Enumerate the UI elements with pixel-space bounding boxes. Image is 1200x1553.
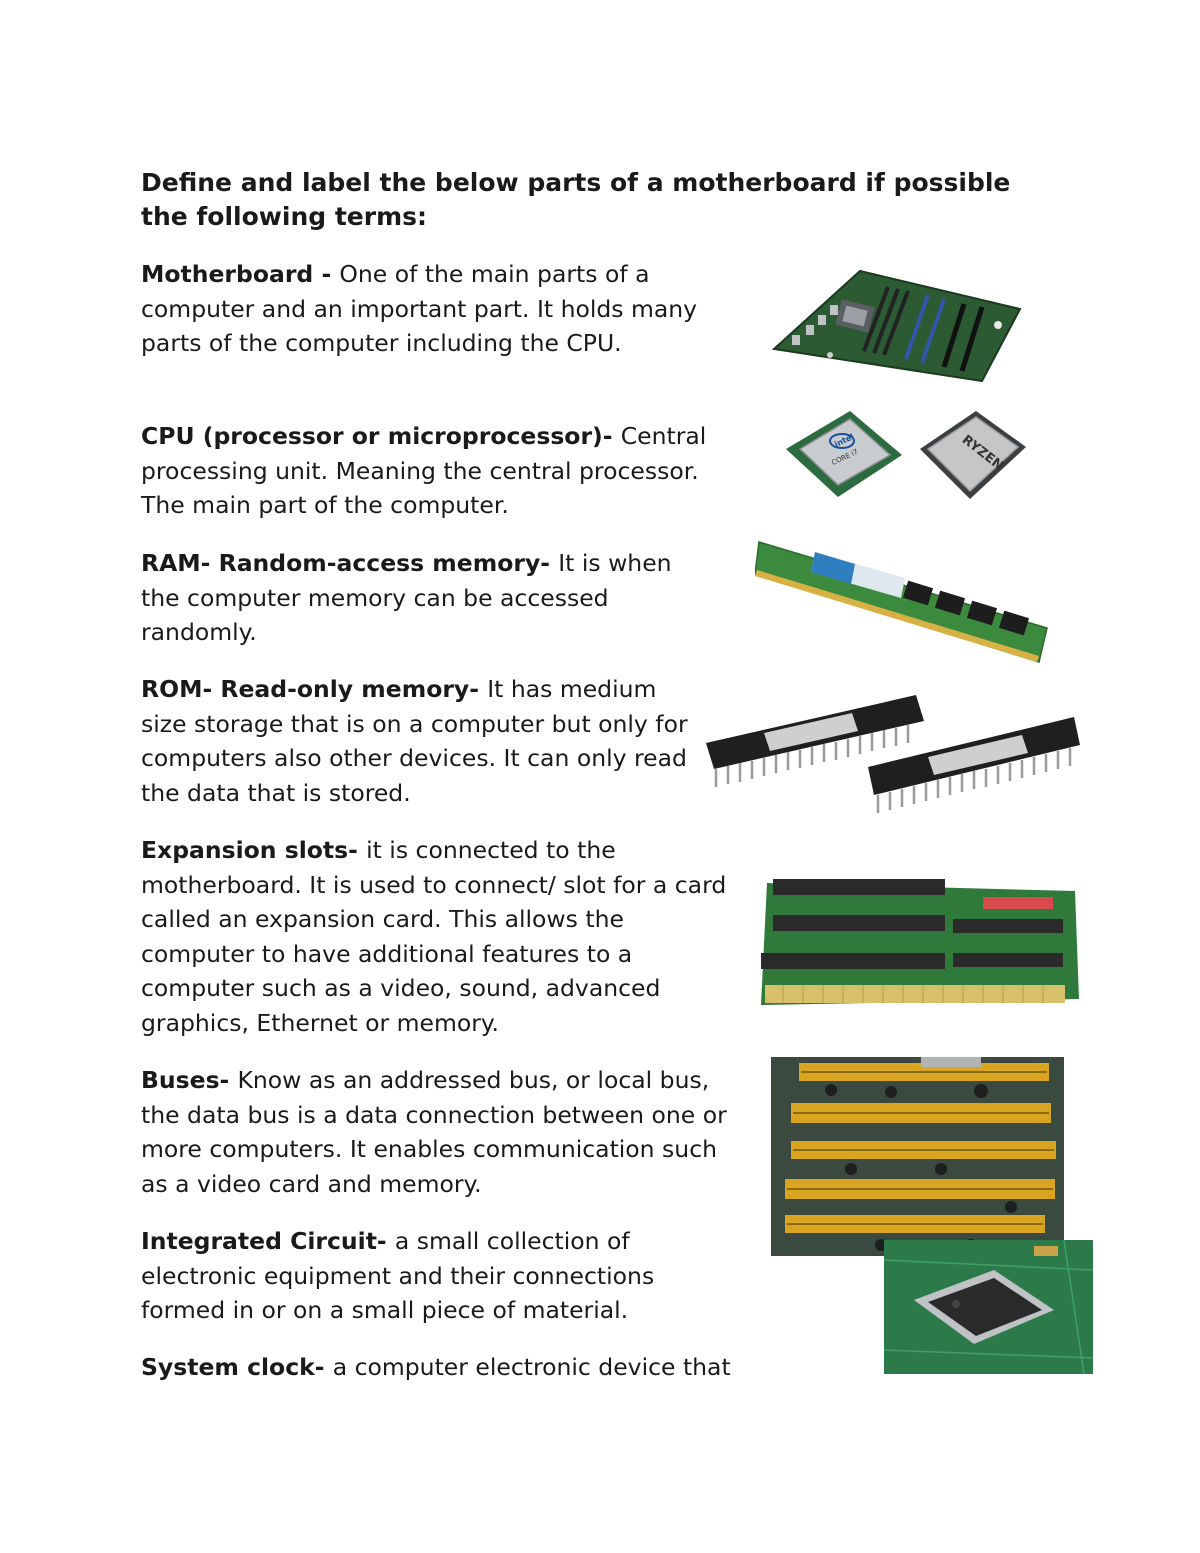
cpu-image (780, 405, 1032, 505)
rom-image (702, 687, 1080, 817)
definition-rom: It has medium size storage that is on a computer but only for computers also other devices. It can only read the data that is stored. (141, 675, 688, 807)
term-integrated-circuit: Integrated Circuit- (141, 1227, 395, 1255)
buses-image (771, 1057, 1064, 1256)
entry-buses (141, 1063, 751, 1201)
ram-image (755, 536, 1051, 666)
definition-system-clock: a computer electronic device that (332, 1353, 731, 1381)
motherboard-image (768, 265, 1024, 383)
definition-integrated-circuit: a small collection of electronic equipment and their connections formed in or on a small piece of material. (141, 1227, 655, 1324)
definition-expansion-slots: it is connected to the motherboard. It is used to connect/ slot for a card called an expansion card. This allows the computer to have additional features to a computer such as a video, sound, advanced graphics, Ethernet or memory. (141, 836, 727, 1037)
expansion-slots-image (743, 853, 1079, 1013)
definition-motherboard: One of the main parts of a computer and an important part. It holds many parts of the computer including the CPU. (141, 260, 698, 357)
entry-system-clock (141, 1350, 781, 1385)
term-system-clock: System clock- (141, 1353, 333, 1381)
entry-integrated-circuit (141, 1224, 706, 1328)
term-ram: RAM- Random-access memory- (141, 549, 559, 577)
cpu-right-brand-label: RYZEN (958, 432, 1006, 474)
term-rom: ROM- Read-only memory- (141, 675, 488, 703)
integrated-circuit-image (884, 1240, 1093, 1374)
term-expansion-slots: Expansion slots- (141, 836, 367, 864)
page-title: Define and label the below parts of a motherboard if possible the following terms: (141, 168, 1011, 231)
definition-ram: It is when the computer memory can be accessed randomly. (141, 549, 672, 646)
entry-rom (141, 672, 696, 810)
term-buses: Buses- (141, 1066, 238, 1094)
term-motherboard: Motherboard - (141, 260, 340, 288)
entry-motherboard (141, 257, 701, 361)
entry-cpu (141, 419, 741, 523)
definition-buses: Know as an addressed bus, or local bus, the data bus is a data connection between one or more computers. It enables communication such as a video card and memory. (141, 1066, 727, 1198)
cpu-left-brand-label: intel (833, 432, 856, 449)
entry-expansion-slots (141, 833, 731, 1040)
cpu-left-model-label: CORE i7 (830, 447, 860, 468)
term-cpu: CPU (processor or microprocessor)- (141, 422, 621, 450)
definition-cpu: Central processing unit. Meaning the central processor. The main part of the computer. (141, 422, 707, 519)
entry-ram (141, 546, 706, 650)
